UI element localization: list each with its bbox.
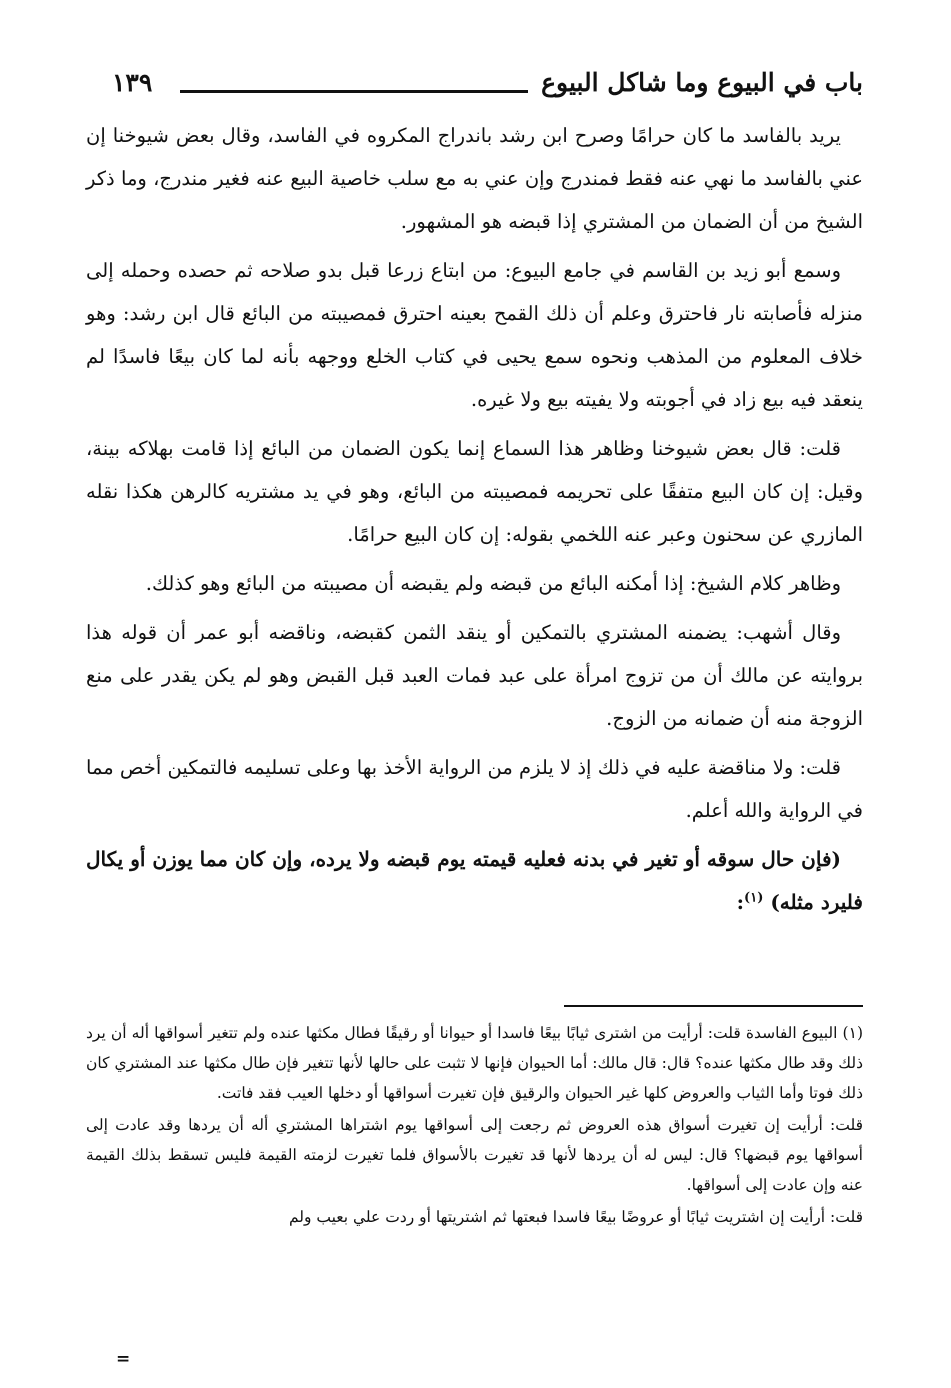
paragraph: قلت: قال بعض شيوخنا وظاهر هذا السماع إنما يكون الضمان من البائع إذا قامت بهلاكه بينة، وقيل: إن كان البيع متفقًا على تحريمه فمصيبته من البائع، وهو في يد مشتريه كالرهن هكذا نقله المازري عن سحنون وعبر عنه اللخمي بقوله: إن كان البيع حرامًا. [86, 437, 863, 546]
chapter-title: باب في البيوع وما شاكل البيوع [541, 68, 863, 97]
footnote-item: قلت: أرأيت إن تغيرت أسواق هذه العروض ثم رجعت إلى أسواقها يوم اشتراها المشتري أله أن يردها وقد عادت إلى أسواقها يوم قبضها؟ قال: ليس له أن يردها لأنها قد تغيرت بالأسواق فلما تغيرت لزمته القيمة فليس تسقط بذلك القيمة عنه وإن عادت إلى أسواقها. [86, 1116, 863, 1194]
matn-quote [86, 838, 863, 924]
footnote-ref[interactable]: (١) [744, 890, 764, 906]
footnote-rule [564, 1005, 863, 1007]
matn-text: (فإن حال سوقه أو تغير في بدنه فعليه قيمته يوم قبضه ولا يرده، وإن كان مما يوزن أو يكال فليرد مثله) [86, 847, 863, 914]
footnote-item: (١) البيوع الفاسدة قلت: أرأيت من اشترى ثيابًا بيعًا فاسدا أو حيوانا أو رقيقًا فطال مكثها عنده ولم تتغير أسواقها أله أن يرد ذلك وقد طال مكثها عنده؟ قال: قال مالك: أما الحيوان فإنها لا تثبت على حالها لأنها تتغير فإن طال مكثها عند المشتري كان ذلك فوتا وأما الثياب والعروض كلها غير الحيوان والرقيق فإن تغيرت أسواقها أو دخلها العيب فقد فاتت. [86, 1024, 863, 1102]
paragraph: وظاهر كلام الشيخ: إذا أمكنه البائع من قبضه ولم يقبضه أن مصيبته من البائع وهو كذلك. [145, 572, 841, 595]
paragraph: وسمع أبو زيد بن القاسم في جامع البيوع: من ابتاع زرعا قبل بدو صلاحه ثم حصده وحمله إلى منزله فأصابته نار فاحترق وعلم أن ذلك القمح بعينه احترق فمصيبته من البائع قال ابن رشد: وهو خلاف المعلوم من المذهب ونحوه سمع يحيى في كتاب الخلع ووجهه بأنه لما كان بيعًا فاسدًا لم ينعقد فيه بيع زاد في أجوبته ولا يفيته بيع ولا غيره. [86, 259, 863, 411]
header-rule [180, 90, 528, 93]
footnotes [86, 1018, 863, 1234]
main-text [86, 114, 863, 930]
paragraph: يريد بالفاسد ما كان حرامًا وصرح ابن رشد باندراج المكروه في الفاسد، وقال بعض شيوخنا إن عني بالفاسد ما نهي عنه فقط فمندرج وإن عني به مع سلب خاصية البيع عنه فغير مندرج، وما ذكر الشيخ من أن الضمان من المشتري إذا قبضه هو المشهور. [86, 124, 863, 233]
page-number: ١٣٩ [112, 68, 153, 97]
paragraph: قلت: ولا مناقضة عليه في ذلك إذ لا يلزم من الرواية الأخذ بها وعلى تسليمه فالتمكين أخص مما في الرواية والله أعلم. [86, 756, 863, 822]
continuation-mark: = [116, 1349, 131, 1369]
footnote-item: قلت: أرأيت إن اشتريت ثيابًا أو عروضًا بيعًا فاسدا فبعتها ثم اشتريتها أو ردت علي بعيب ولم [288, 1208, 863, 1226]
matn-end: : [736, 890, 745, 914]
paragraph: وقال أشهب: يضمنه المشتري بالتمكين أو ينقد الثمن كقبضه، وناقضه أبو عمر أن قوله هذا بروايته عن مالك أن من تزوج امرأة على عبد فمات العبد قبل القبض وهو لم يكن يقدر على منع الزوجة منه أن ضمانه من الزوج. [86, 621, 863, 730]
running-header [112, 62, 863, 102]
